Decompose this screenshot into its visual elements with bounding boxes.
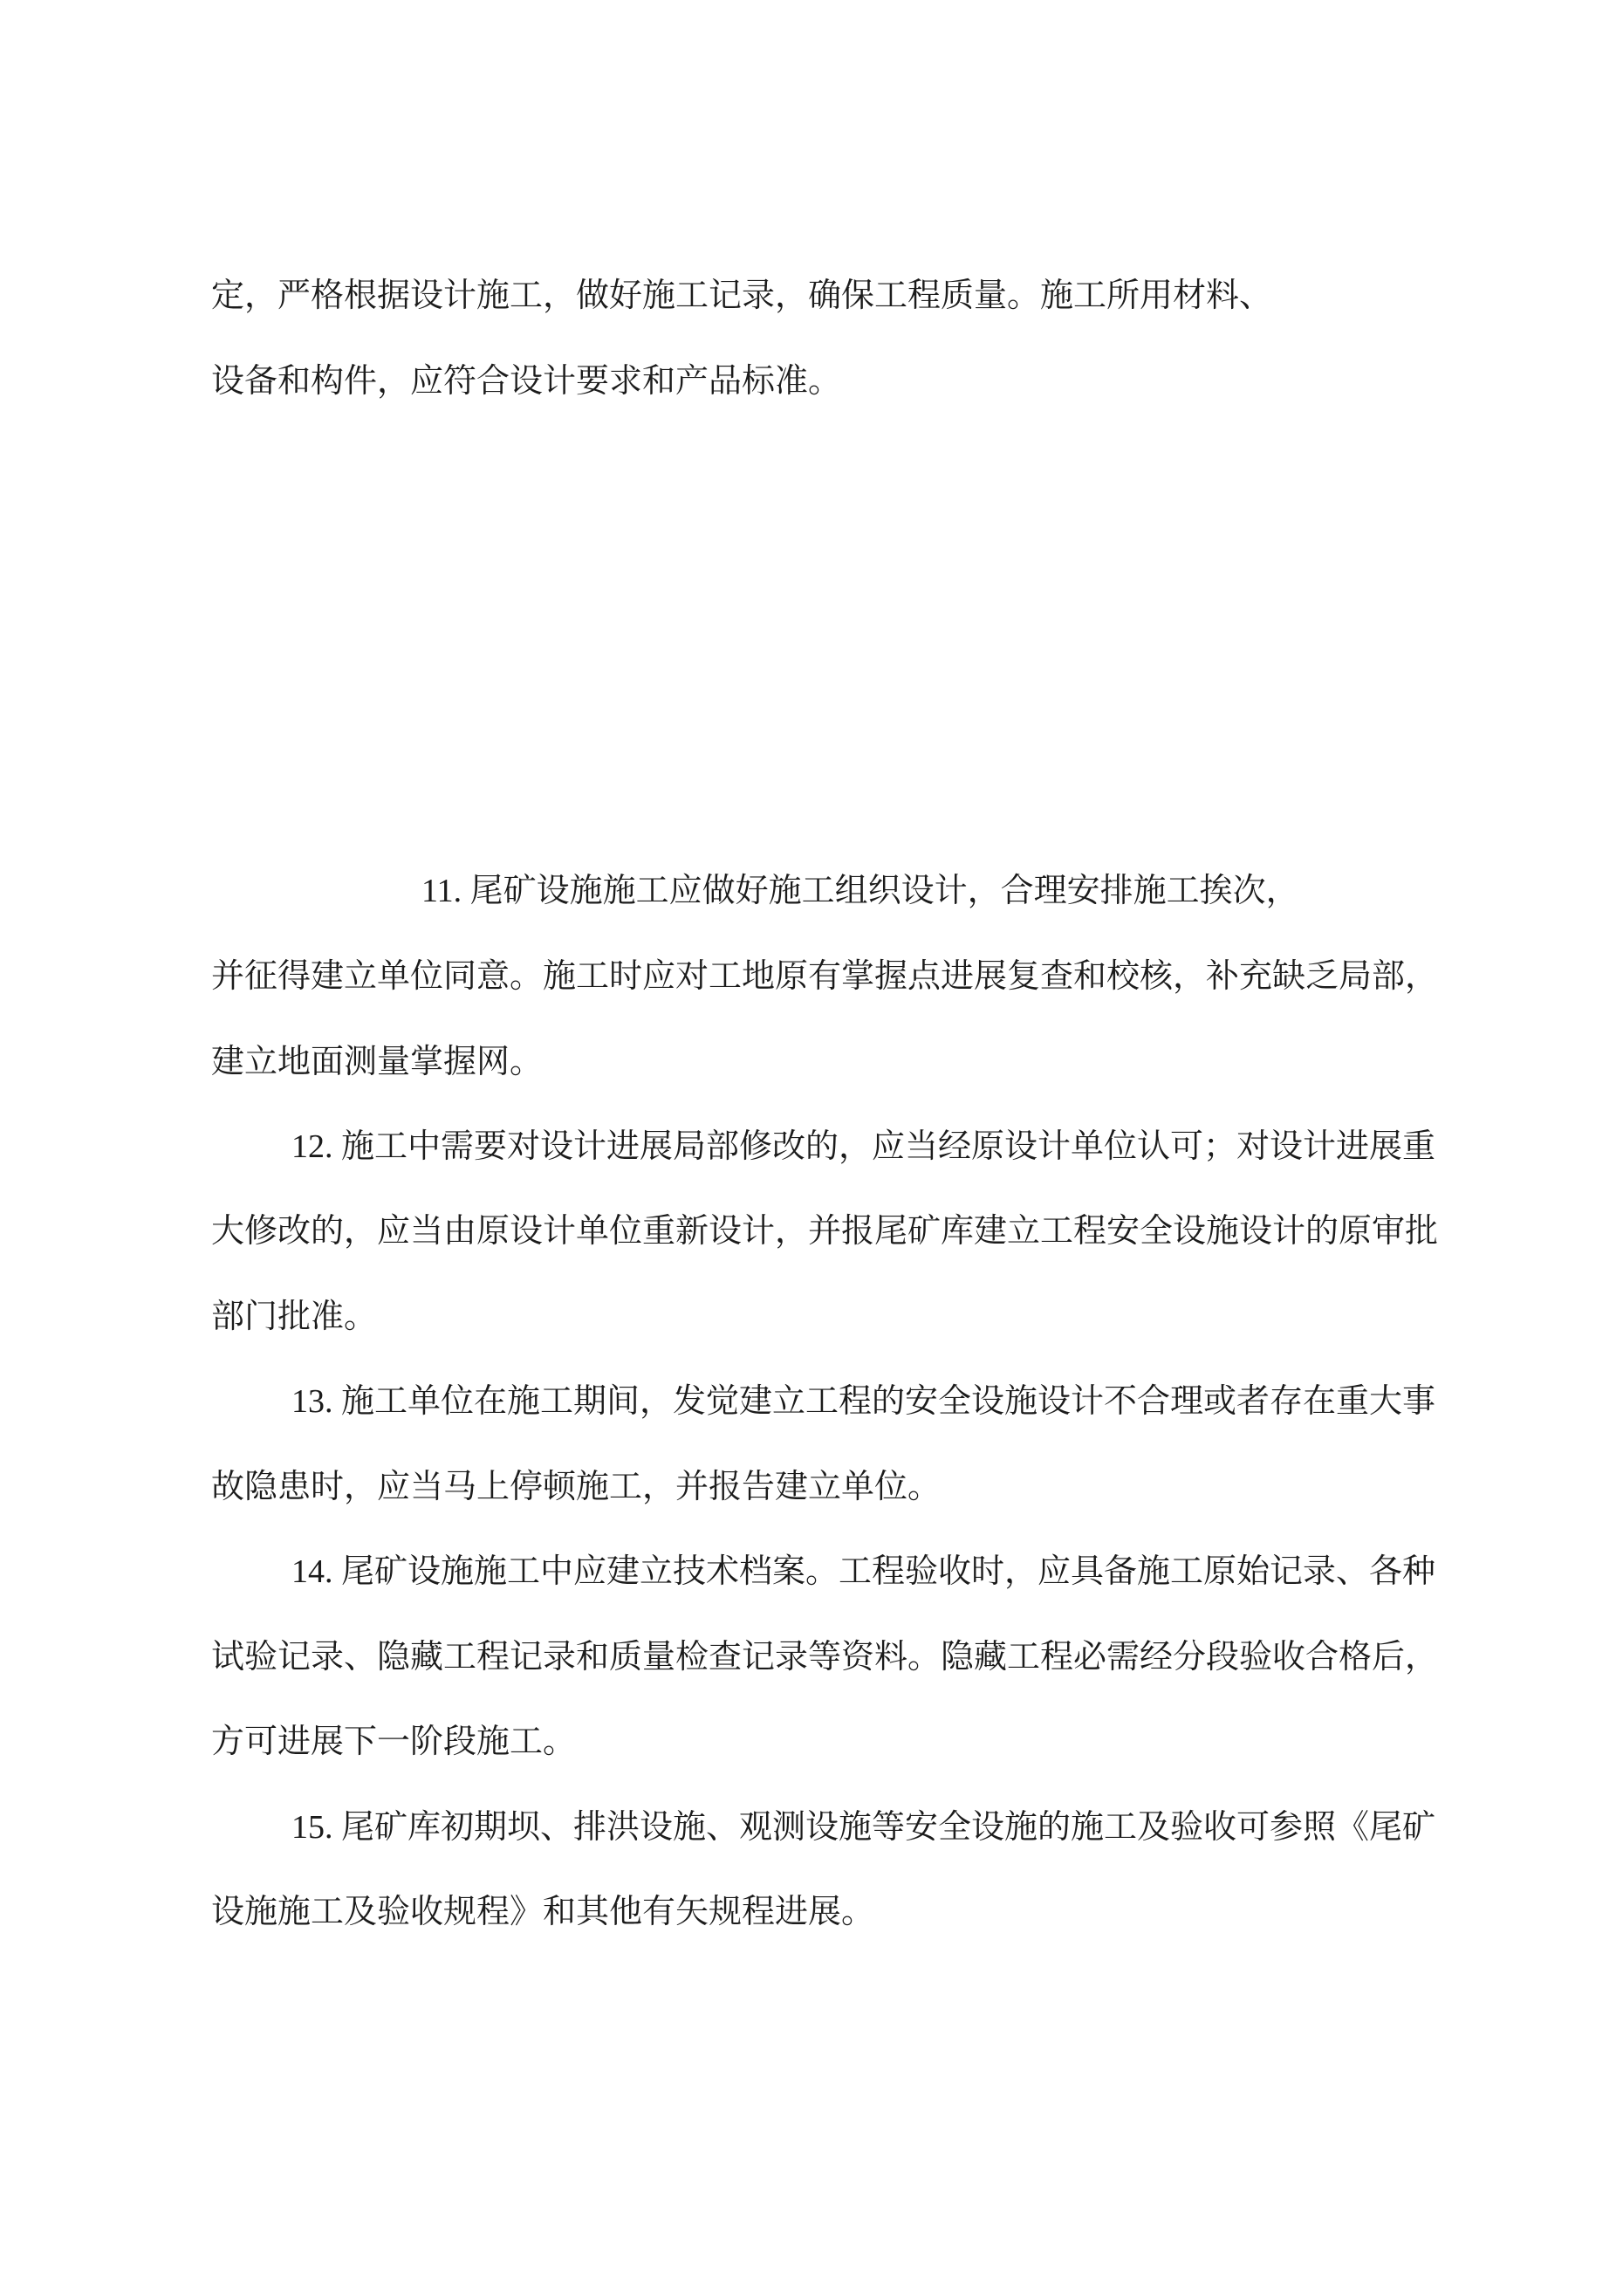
- paragraph-item-12-line-2: 大修改的，应当由原设计单位重新设计，并报尾矿库建立工程安全设施设计的原审批: [211, 1213, 1439, 1250]
- paragraph-continuation-line-2: 设备和构件，应符合设计要求和产品标准。: [211, 363, 842, 400]
- paragraph-item-11-line-1: 11. 尾矿设施施工应做好施工组织设计，合理安排施工挨次，: [421, 873, 1299, 909]
- paragraph-item-13-line-1: 13. 施工单位在施工期间，发觉建立工程的安全设施设计不合理或者存在重大事: [291, 1383, 1436, 1420]
- paragraph-item-12-line-3: 部门批准。: [211, 1299, 378, 1335]
- paragraph-item-11-line-2: 并征得建立单位同意。施工时应对工地原有掌握点进展复查和校核，补充缺乏局部，: [211, 958, 1439, 995]
- paragraph-item-15-line-2: 设施施工及验收规程》和其他有矢规程进展。: [211, 1894, 875, 1930]
- paragraph-item-14-line-2: 试验记录、隐藏工程记录和质量检查记录等资料。隐藏工程必需经分段验收合格后，: [211, 1639, 1439, 1676]
- paragraph-item-15-line-1: 15. 尾矿库初期坝、排洪设施、观测设施等安全设施的施工及验收可参照《尾矿: [291, 1809, 1436, 1846]
- paragraph-continuation-line-1: 定，严格根据设计施工，做好施工记录，确保工程质量。施工所用材料、: [211, 278, 1273, 314]
- paragraph-item-14-line-3: 方可进展下一阶段施工。: [211, 1724, 577, 1760]
- paragraph-item-14-line-1: 14. 尾矿设施施工中应建立技术档案。工程验收时，应具备施工原始记录、各种: [291, 1553, 1436, 1590]
- paragraph-item-13-line-2: 故隐患时，应当马上停顿施工，并报告建立单位。: [211, 1469, 942, 1505]
- paragraph-item-12-line-1: 12. 施工中需要对设计进展局部修改的，应当经原设计单位认可；对设计进展重: [291, 1128, 1436, 1165]
- paragraph-item-11-line-3: 建立地面测量掌握网。: [211, 1044, 544, 1080]
